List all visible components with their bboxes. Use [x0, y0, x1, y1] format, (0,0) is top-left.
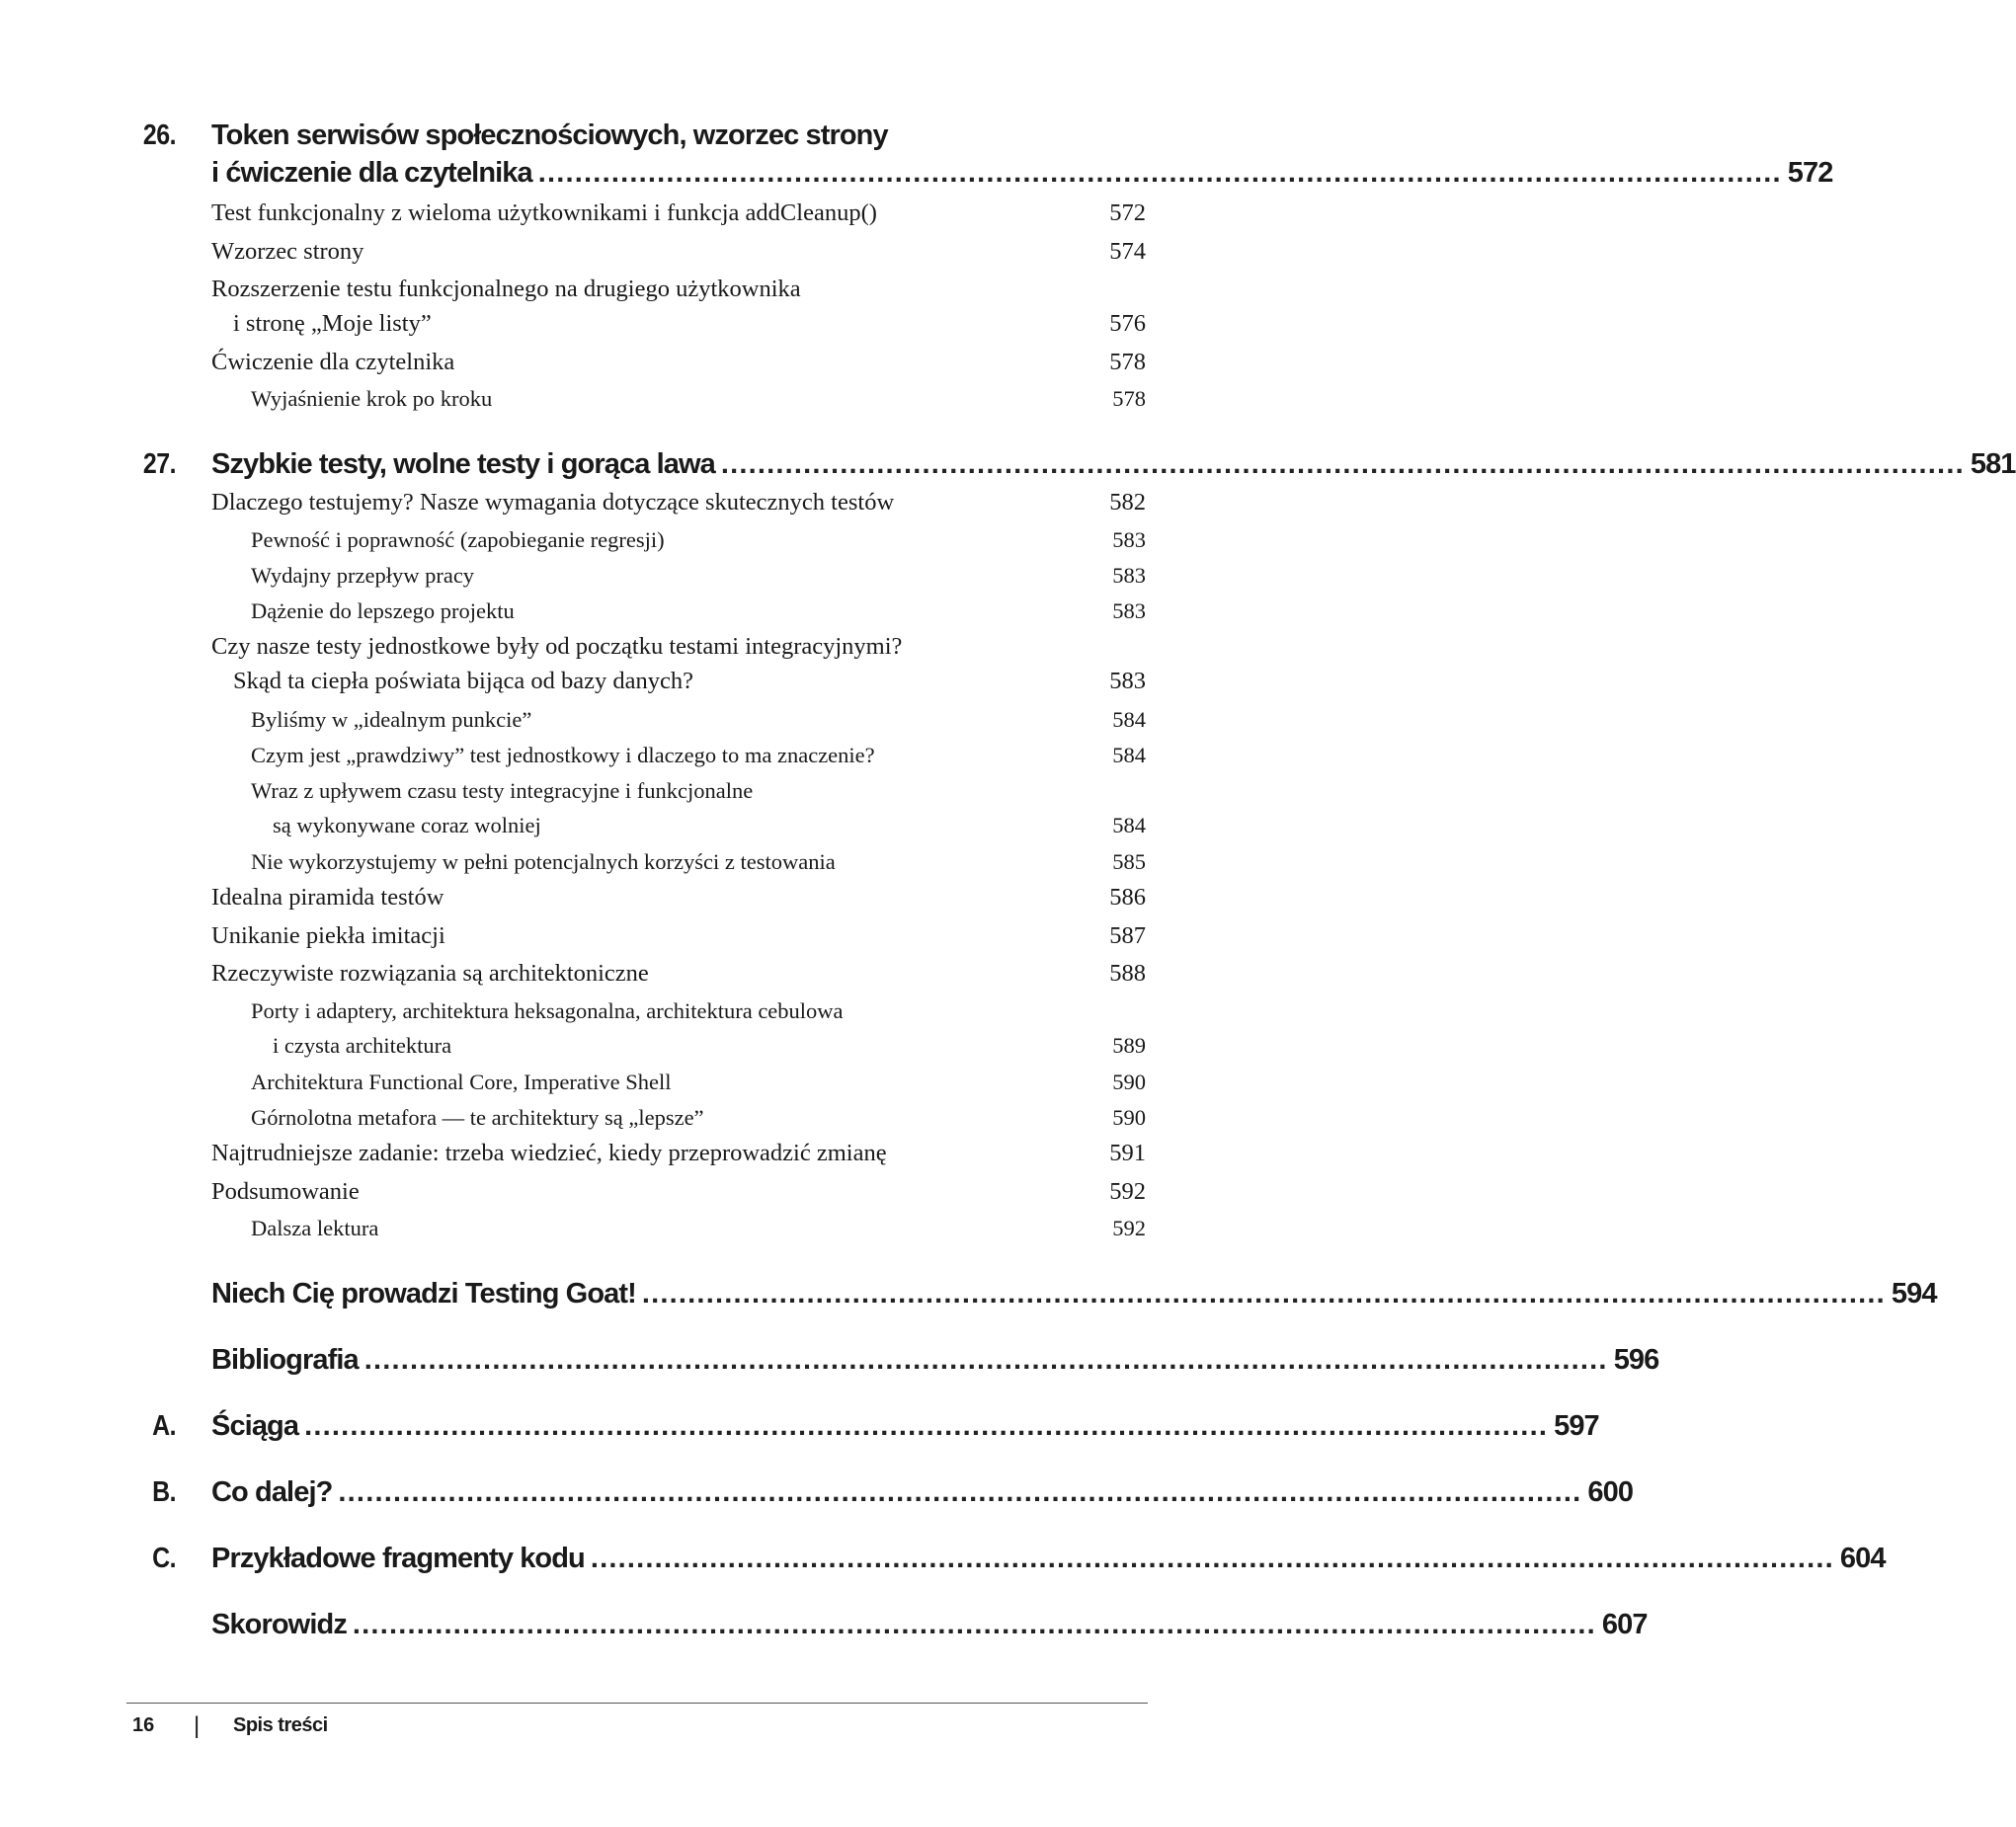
chapter-title-line1: Token serwisów społecznościowych, wzorzec strony — [211, 119, 888, 151]
subsection-page: 584 — [1112, 707, 1146, 732]
chapter-page: 581 — [1970, 448, 2016, 480]
entry-page: 604 — [1839, 1543, 1886, 1574]
subsection-title: Nie wykorzystujemy w pełni potencjalnych korzyści z testowania — [251, 849, 836, 874]
page-footer — [0, 1708, 1284, 1744]
section-title: Idealna piramida testów — [211, 884, 444, 911]
subsection-title-cont: i czysta architektura — [273, 1033, 452, 1058]
section-page: 586 — [1109, 884, 1146, 911]
chapter-number: 27. — [142, 448, 176, 480]
dot-leader: ........................................................................................................................................ — [352, 1609, 1596, 1640]
subsection-page: 585 — [1112, 849, 1146, 874]
section-title: Czy nasze testy jednostkowe były od początku testami integracyjnymi? — [211, 633, 903, 660]
section-title: Wzorzec strony — [211, 238, 364, 265]
dot-leader: ........................................................................................................................................ — [641, 1278, 1886, 1310]
section-title: Dlaczego testujemy? Nasze wymagania dotyczące skutecznych testów — [211, 489, 895, 516]
subsection-page: 583 — [1112, 563, 1146, 588]
chapter-number: 26. — [142, 119, 176, 151]
dot-leader: ........................................................................................................................................ — [720, 448, 1965, 480]
entry-title: Przykładowe fragmenty kodu — [211, 1543, 585, 1574]
dot-leader: ........................................................................................................................................ — [304, 1410, 1549, 1442]
subsection-page: 583 — [1112, 598, 1146, 623]
subsection-title: Byliśmy w „idealnym punkcie” — [251, 707, 532, 732]
section-page: 592 — [1109, 1178, 1146, 1205]
section-title-cont: Skąd ta ciepła poświata bijąca od bazy danych? — [233, 668, 693, 694]
dot-leader: ........................................................................................................................................ — [338, 1476, 1582, 1508]
section-title: Unikanie piekła imitacji — [211, 922, 445, 949]
subsection-page: 578 — [1112, 386, 1146, 411]
entry-title: Co dalej? — [211, 1476, 333, 1508]
entry-title: Skorowidz — [211, 1609, 347, 1640]
chapter-title: Szybkie testy, wolne testy i gorąca lawa — [211, 448, 715, 480]
subsection-title: Architektura Functional Core, Imperative Shell — [251, 1070, 672, 1094]
section-page: 582 — [1109, 489, 1146, 516]
subsection-title: Czym jest „prawdziwy” test jednostkowy i dlaczego to ma znaczenie? — [251, 743, 875, 767]
subsection-title: Dążenie do lepszego projektu — [251, 598, 515, 623]
subsection-page: 583 — [1112, 527, 1146, 552]
chapter-title-line2: i ćwiczenie dla czytelnika — [211, 157, 532, 189]
footer-separator: | — [194, 1712, 201, 1739]
section-title: Ćwiczenie dla czytelnika — [211, 349, 455, 375]
entry-letter: B. — [152, 1476, 176, 1508]
subsection-title: Dalsza lektura — [251, 1216, 379, 1240]
subsection-title-cont: są wykonywane coraz wolniej — [273, 813, 541, 837]
subsection-page: 589 — [1112, 1033, 1146, 1058]
section-title: Najtrudniejsze zadanie: trzeba wiedzieć, kiedy przeprowadzić zmianę — [211, 1140, 887, 1166]
subsection-title: Wraz z upływem czasu testy integracyjne i funkcjonalne — [251, 778, 754, 803]
entry-letter: A. — [152, 1410, 176, 1442]
entry-page: 600 — [1587, 1476, 1634, 1508]
subsection-title: Wyjaśnienie krok po kroku — [251, 386, 493, 411]
section-title-cont: i stronę „Moje listy” — [233, 310, 432, 337]
subsection-page: 590 — [1112, 1105, 1146, 1130]
subsection-page: 592 — [1112, 1216, 1146, 1240]
entry-title: Niech Cię prowadzi Testing Goat! — [211, 1278, 636, 1310]
section-page: 578 — [1109, 349, 1146, 375]
section-title: Rzeczywiste rozwiązania są architektoniczne — [211, 960, 649, 987]
entry-page: 607 — [1601, 1609, 1648, 1640]
section-page: 576 — [1109, 310, 1146, 337]
entry-letter: C. — [152, 1543, 176, 1574]
subsection-title: Pewność i poprawność (zapobieganie regresji) — [251, 527, 665, 552]
section-title: Podsumowanie — [211, 1178, 360, 1205]
section-page: 572 — [1109, 199, 1146, 226]
entry-page: 594 — [1891, 1278, 1937, 1310]
dot-leader: ........................................................................................................................................ — [363, 1344, 1608, 1376]
subsection-title: Porty i adaptery, architektura heksagonalna, architektura cebulowa — [251, 998, 844, 1023]
dot-leader: ........................................................................................................................................ — [537, 157, 1782, 189]
entry-title: Bibliografia — [211, 1344, 359, 1376]
footer-section-title: Spis treści — [233, 1714, 328, 1736]
section-title: Test funkcjonalny z wieloma użytkownikami i funkcja addCleanup() — [211, 199, 877, 226]
subsection-title: Górnolotna metafora — te architektury są „lepsze” — [251, 1105, 704, 1130]
footer-rule — [126, 1703, 1148, 1704]
section-page: 574 — [1109, 238, 1146, 265]
entry-page: 597 — [1554, 1410, 1599, 1442]
subsection-title: Wydajny przepływ pracy — [251, 563, 475, 588]
section-page: 588 — [1109, 960, 1146, 987]
chapter-page: 572 — [1787, 157, 1833, 189]
entry-title: Ściąga — [211, 1410, 299, 1442]
section-page: 591 — [1109, 1140, 1146, 1166]
subsection-page: 590 — [1112, 1070, 1146, 1094]
subsection-page: 584 — [1112, 743, 1146, 767]
section-page: 583 — [1109, 668, 1146, 694]
section-title: Rozszerzenie testu funkcjonalnego na drugiego użytkownika — [211, 276, 801, 302]
section-page: 587 — [1109, 922, 1146, 949]
dot-leader: ........................................................................................................................................ — [590, 1543, 1834, 1574]
footer-page-number: 16 — [132, 1714, 155, 1736]
entry-page: 596 — [1613, 1344, 1659, 1376]
subsection-page: 584 — [1112, 813, 1146, 837]
